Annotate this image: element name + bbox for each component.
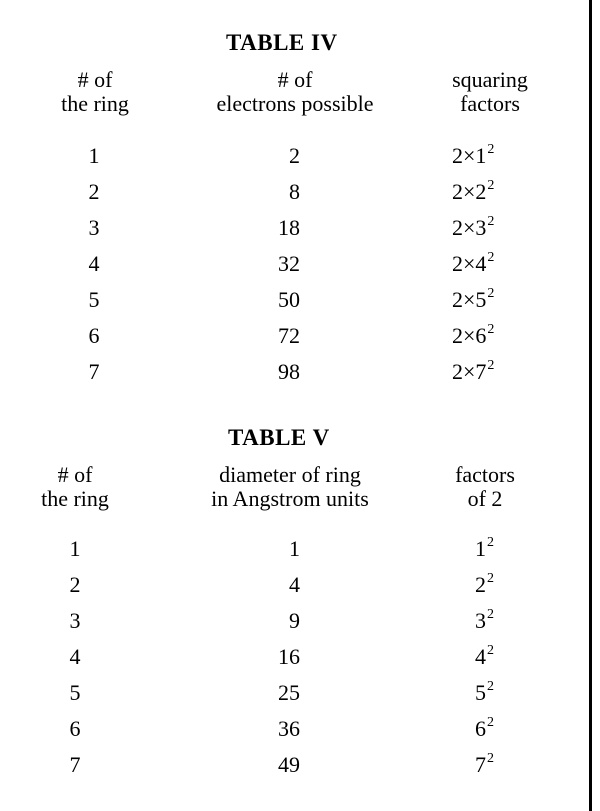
- header-line: factors: [455, 462, 515, 487]
- factor-cell: [452, 216, 572, 244]
- factor-cell: [475, 645, 595, 673]
- factor-cell: [475, 537, 595, 565]
- ring-cell: 7: [69, 752, 81, 777]
- value-cell: 9: [289, 608, 300, 633]
- factor-cell: [475, 753, 595, 781]
- factor-exponent: 2: [487, 142, 495, 157]
- factor-exponent: 2: [487, 751, 494, 766]
- header-line: electrons possible: [216, 91, 374, 116]
- factor-cell: [452, 360, 572, 388]
- factor-cell: [475, 609, 595, 637]
- factor-exponent: 2: [487, 250, 495, 265]
- header-line: of 2: [467, 486, 503, 511]
- factor-base: 2×6: [452, 323, 487, 348]
- ring-cell: 5: [69, 680, 81, 705]
- factor-exponent: 2: [487, 535, 494, 550]
- value-cell: 72: [278, 323, 300, 348]
- value-cell: 4: [289, 572, 300, 597]
- ring-cell: 5: [88, 287, 100, 312]
- header-line: in Angstrom units: [211, 486, 369, 511]
- table-v-header-ring: [10, 463, 140, 511]
- ring-cell: 6: [69, 716, 81, 741]
- factor-cell: [475, 681, 595, 709]
- header-line: the ring: [41, 486, 109, 511]
- factor-exponent: 2: [487, 607, 494, 622]
- factor-cell: [452, 288, 572, 316]
- header-line: # of: [77, 67, 113, 92]
- factor-cell: [475, 573, 595, 601]
- factor-base: 5: [475, 680, 486, 705]
- factor-cell: [452, 252, 572, 280]
- factor-base: 1: [475, 536, 486, 561]
- header-line: diameter of ring: [219, 462, 361, 487]
- factor-exponent: 2: [487, 286, 495, 301]
- value-cell: 49: [278, 752, 300, 777]
- header-line: squaring: [452, 67, 528, 92]
- factor-exponent: 2: [487, 715, 494, 730]
- value-cell: 25: [278, 680, 300, 705]
- factor-base: 7: [475, 752, 486, 777]
- ring-cell: 2: [69, 572, 81, 597]
- ring-cell: 7: [88, 359, 100, 384]
- table-v-title: TABLE V: [228, 425, 330, 450]
- value-cell: 16: [278, 644, 300, 669]
- factor-exponent: 2: [487, 358, 495, 373]
- table-v-header-diameter: [175, 463, 405, 511]
- factor-cell: [452, 324, 572, 352]
- table-iv-header-electrons: [180, 68, 410, 116]
- factor-base: 2×2: [452, 179, 487, 204]
- factor-exponent: 2: [487, 322, 495, 337]
- header-line: # of: [277, 67, 313, 92]
- factor-base: 2×7: [452, 359, 487, 384]
- value-cell: 1: [289, 536, 300, 561]
- value-cell: 32: [278, 251, 300, 276]
- factor-base: 2×3: [452, 215, 487, 240]
- factor-cell: [475, 717, 595, 745]
- value-cell: 8: [289, 179, 300, 204]
- value-cell: 98: [278, 359, 300, 384]
- header-line: the ring: [61, 91, 129, 116]
- factor-cell: [452, 144, 572, 172]
- factor-base: 2×4: [452, 251, 487, 276]
- table-v-header-factors: [430, 463, 540, 511]
- factor-base: 2×1: [452, 143, 487, 168]
- value-cell: 2: [289, 143, 300, 168]
- header-line: factors: [460, 91, 520, 116]
- table-iv-header-ring: [30, 68, 160, 116]
- factor-base: 2×5: [452, 287, 487, 312]
- ring-cell: 6: [88, 323, 100, 348]
- ring-cell: 3: [88, 215, 100, 240]
- table-iv-title: TABLE IV: [226, 30, 338, 55]
- ring-cell: 4: [69, 644, 81, 669]
- factor-base: 6: [475, 716, 486, 741]
- ring-cell: 3: [69, 608, 81, 633]
- header-line: # of: [57, 462, 93, 487]
- ring-cell: 2: [88, 179, 100, 204]
- factor-base: 4: [475, 644, 486, 669]
- ring-cell: 1: [88, 143, 100, 168]
- value-cell: 18: [278, 215, 300, 240]
- factor-exponent: 2: [487, 178, 495, 193]
- factor-exponent: 2: [487, 214, 495, 229]
- ring-cell: 1: [69, 536, 81, 561]
- ring-cell: 4: [88, 251, 100, 276]
- value-cell: 50: [278, 287, 300, 312]
- factor-exponent: 2: [487, 571, 494, 586]
- table-iv-header-squaring: [425, 68, 555, 116]
- factor-cell: [452, 180, 572, 208]
- factor-base: 3: [475, 608, 486, 633]
- factor-exponent: 2: [487, 679, 494, 694]
- factor-base: 2: [475, 572, 486, 597]
- value-cell: 36: [278, 716, 300, 741]
- factor-exponent: 2: [487, 643, 494, 658]
